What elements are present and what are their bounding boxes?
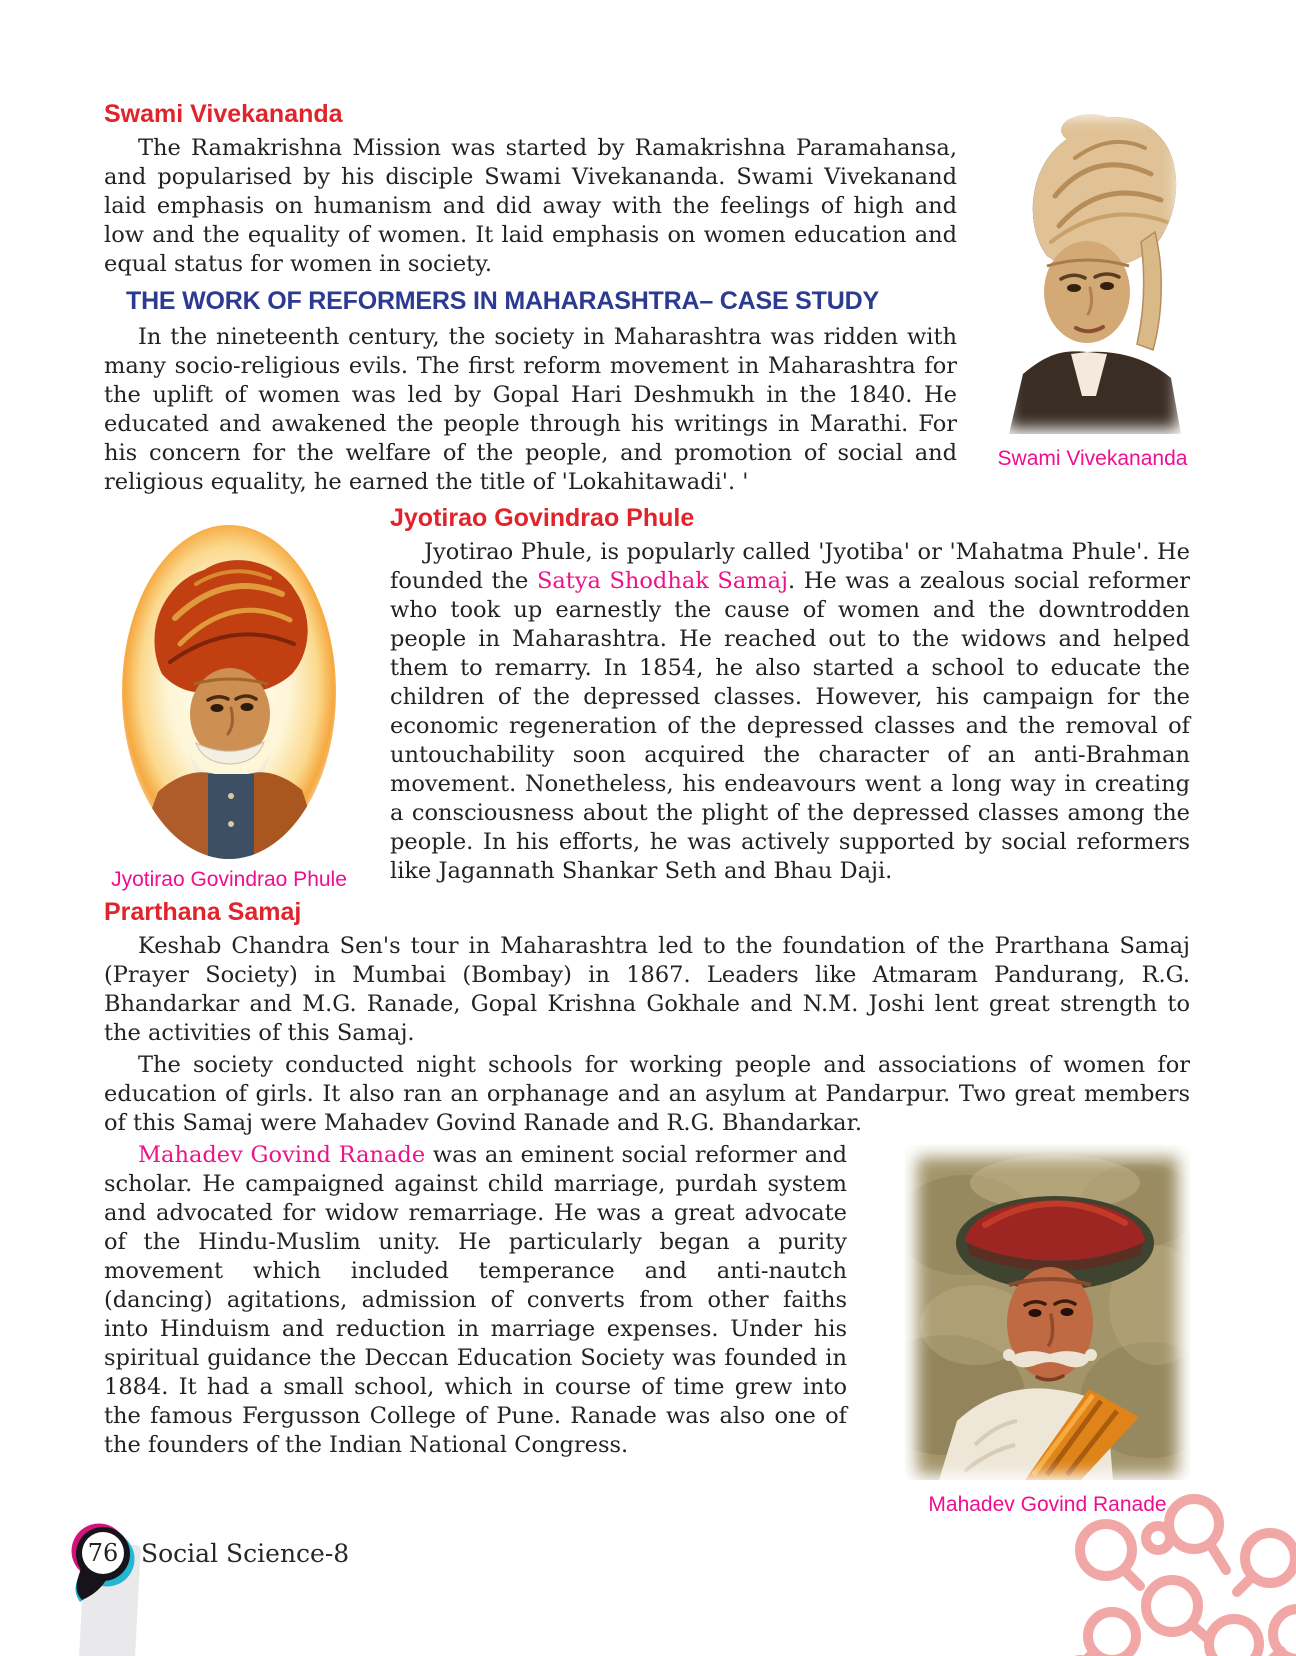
- paragraph-vivekananda: The Ramakrishna Mission was started by Ramakrishna Paramahansa, and popularised by his disciple Swami Vivekananda. Swami Vivekanand laid emphasis on humanism and did away with the feelings of high and low and the equality of women. It laid emphasis on women education and equal status for women in society.: [104, 135, 957, 277]
- figure-ranade: [905, 1145, 1190, 1517]
- ranade-text-after: was an eminent social reformer and scholar. He campaigned against child marriage, purdah system and advocated for widow remarriage. He was a great advocate of the Hindu-Muslim unity. He particularly began a purity movement which included temperance and anti-nautch (dancing) agitations, admission of converts from other faiths into Hinduism and reduction in marriage expenses. Under his spiritual guidance the Deccan Education Society was founded in 1884. It had a small school, which in course of time grew into the famous Fergusson College of Pune. Ranade was also one of the founders of the Indian National Congress.: [104, 1142, 847, 1458]
- decoration-bubbles-icon: [1074, 1486, 1296, 1656]
- phule-highlight-satya-shodhak-samaj: Satya Shodhak Samaj: [536, 568, 788, 594]
- heading-prarthana-samaj: Prarthana Samaj: [104, 898, 302, 926]
- book-title: Social Science-8: [141, 1539, 350, 1568]
- heading-case-study: THE WORK OF REFORMERS IN MAHARASHTRA– CASE STUDY: [126, 287, 879, 315]
- paragraph-prarthana-2: The society conducted night schools for working people and associations of women for education of girls. It also ran an orphanage and an asylum at Pandarpur. Two great members of this Samaj were Mahadev Govind Ranade and R.G. Bhandarkar.: [104, 1052, 1190, 1136]
- ranade-highlight-name: Mahadev Govind Ranade: [138, 1142, 426, 1168]
- figure-vivekananda: [995, 104, 1190, 471]
- vivekananda-portrait-frame: [995, 104, 1190, 441]
- vivekananda-portrait: [995, 104, 1190, 434]
- heading-swami-vivekananda: Swami Vivekananda: [104, 100, 343, 128]
- ranade-portrait-frame: [905, 1145, 1190, 1487]
- paragraph-prarthana-1: Keshab Chandra Sen's tour in Maharashtra led to the foundation of the Prarthana Samaj (Prayer Society) in Mumbai (Bombay) in 1867. Leaders like Atmaram Pandurang, R.G. Bhandarkar and M.G. Ranade, Gopal Krishna Gokhale and N.M. Joshi lent great strength to the activities of this Samaj.: [104, 933, 1190, 1046]
- phule-text-after: . He was a zealous social reformer who took up earnestly the cause of women and the downtrodden people in Maharashtra. He reached out to the widows and helped them to remarry. In 1854, he also started a school to educate the children of the depressed classes. However, his campaign for the economic regeneration of the depressed classes and the removal of untouchability soon acquired the character of an anti-Brahman movement. Nonetheless, his endeavours went a long way in creating a consciousness about the plight of the depressed classes among the people. In his efforts, he was actively supported by social reformers like Jagannath Shankar Seth and Bhau Daji.: [390, 568, 1191, 884]
- ranade-portrait: [905, 1145, 1190, 1480]
- figure-phule: [104, 500, 354, 892]
- page-number-bubble: [66, 1516, 138, 1612]
- phule-caption: Jyotirao Govindrao Phule: [111, 868, 347, 891]
- phule-portrait: [120, 522, 338, 862]
- ranade-caption: Mahadev Govind Ranade: [928, 1493, 1167, 1516]
- heading-phule: Jyotirao Govindrao Phule: [390, 504, 695, 532]
- paragraph-case-study: In the nineteenth century, the society in Maharashtra was ridden with many socio-religious evils. The first reform movement in Maharashtra for the uplift of women was led by Gopal Hari Deshmukh in the 1840. He educated and awakened the people through his writings in Marathi. For his concern for the welfare of the people, and promotion of social and religious equality, he earned the title of 'Lokahitawadi'. ': [104, 324, 957, 495]
- page-number: 76: [87, 1539, 119, 1567]
- vivekananda-caption: Swami Vivekananda: [997, 447, 1188, 470]
- phule-text-before: Jyotirao Phule, is popularly called 'Jyotiba' or 'Mahatma Phule'. He founded the: [390, 539, 1190, 594]
